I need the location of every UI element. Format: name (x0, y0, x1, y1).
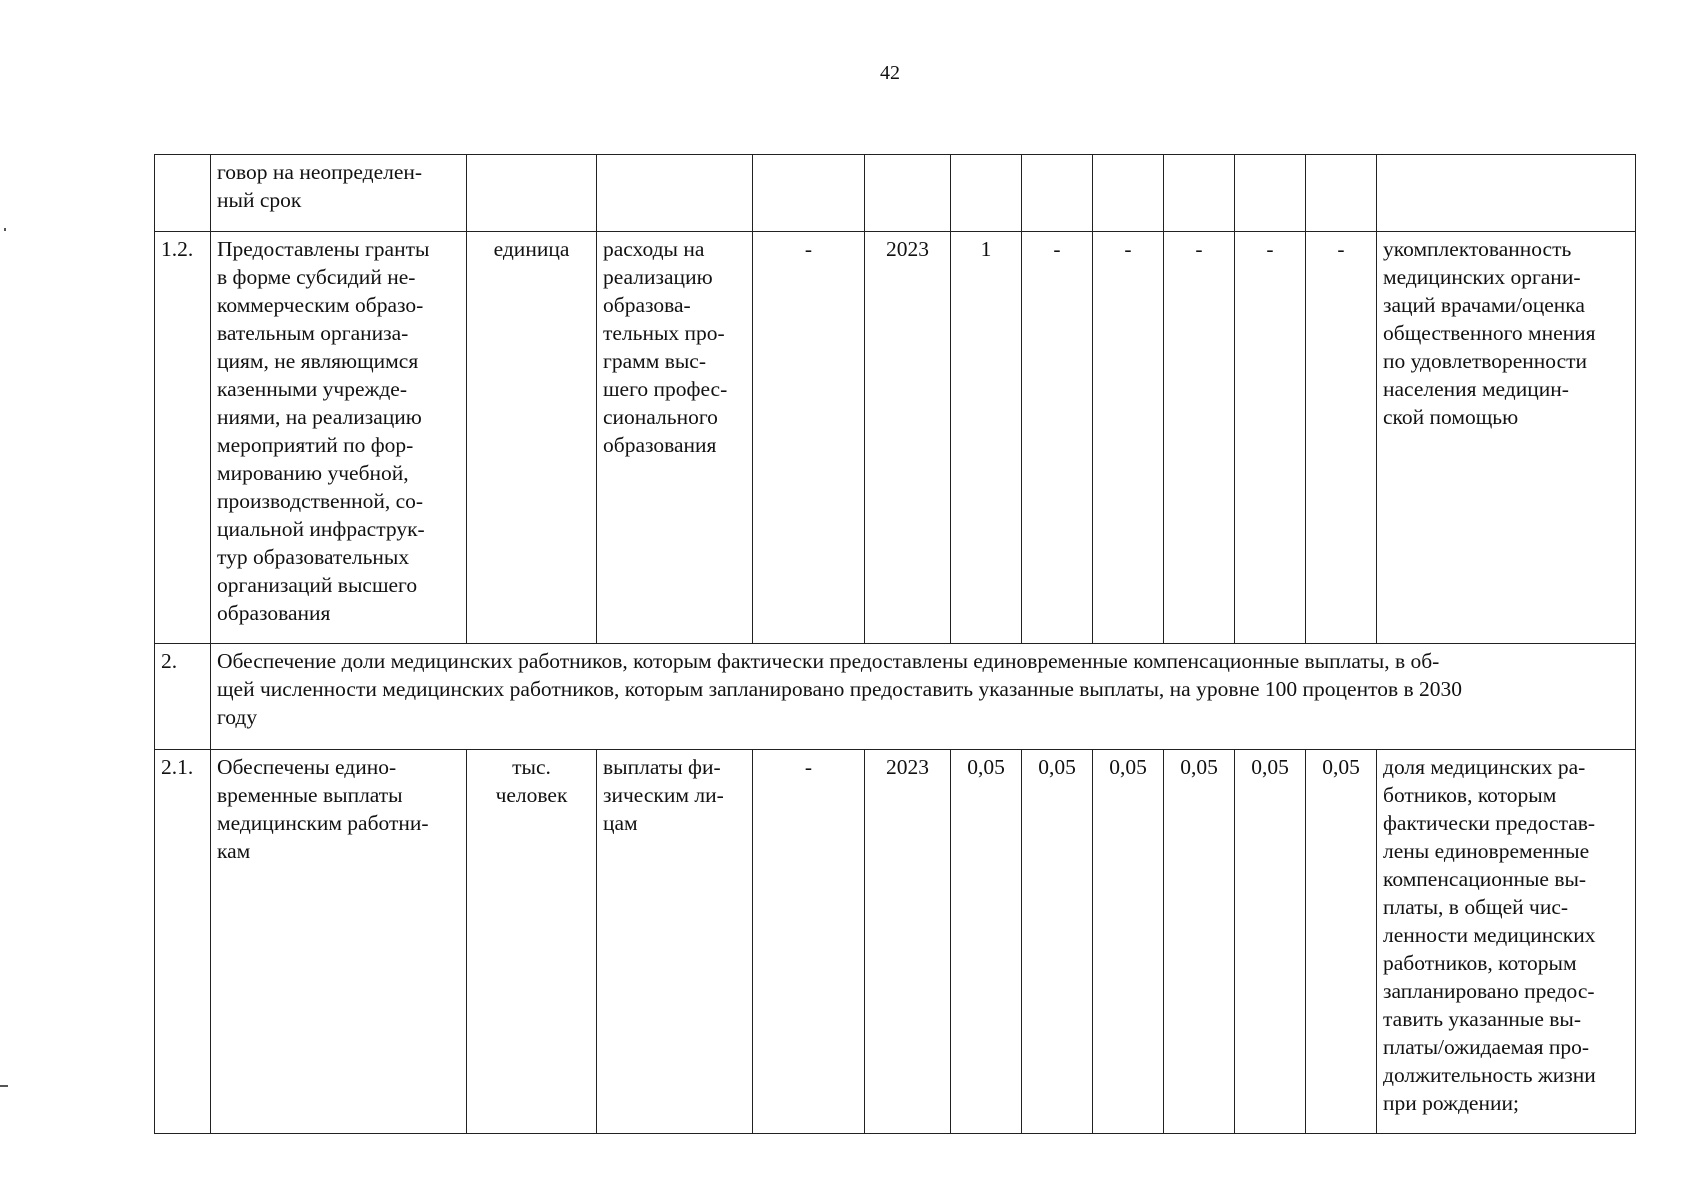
cell-description: Обеспечены едино- временные выплаты медицинским работни- кам (211, 750, 467, 1134)
cell-value (1164, 155, 1235, 232)
cell-value: - (1093, 232, 1164, 644)
cell-value: - (1022, 232, 1093, 644)
table-row-2 (155, 644, 1636, 750)
table-row-continuation (155, 155, 1636, 232)
cell-value: 0,05 (1093, 750, 1164, 1134)
cell-unit: тыс. человек (467, 750, 597, 1134)
cell-year: 2023 (865, 750, 951, 1134)
cell-value (1235, 155, 1306, 232)
cell-base: - (753, 750, 865, 1134)
cell-description: Предоставлены гранты в форме субсидий не- коммерческим образо- вательным организа- циям, не являющимся казенными учрежде- ниями, на реализацию мероприятий по фор- мированию учебной, производственной, со- циальной инфраструк- тур образовательных организаций высшего образования (211, 232, 467, 644)
cell-type: выплаты фи- зическим ли- цам (597, 750, 753, 1134)
cell-value: - (1235, 232, 1306, 644)
cell-num: 2.1. (155, 750, 211, 1134)
cell-value: 0,05 (1235, 750, 1306, 1134)
cell-unit (467, 155, 597, 232)
table-row-2-1 (155, 750, 1636, 1134)
cell-type (597, 155, 753, 232)
cell-base (753, 155, 865, 232)
cell-value (951, 155, 1022, 232)
cell-value: 0,05 (1164, 750, 1235, 1134)
table-row-1-2 (155, 232, 1636, 644)
cell-section-title: Обеспечение доли медицинских работников, которым фактически предоставлены единовременные компенсационные выплаты, в об- щей численности медицинских работников, которым запланировано предоставить указанные выплаты, на уровне 100 процентов в 2030 году (211, 644, 1636, 750)
margin-mark (0, 1085, 8, 1087)
cell-num: 2. (155, 644, 211, 750)
measures-table (154, 154, 1636, 1134)
cell-value (1022, 155, 1093, 232)
cell-num (155, 155, 211, 232)
cell-type: расходы на реализацию образова- тельных про- грамм выс- шего профес- сионального образования (597, 232, 753, 644)
cell-base: - (753, 232, 865, 644)
cell-num: 1.2. (155, 232, 211, 644)
cell-value: 1 (951, 232, 1022, 644)
cell-value: 0,05 (1306, 750, 1377, 1134)
cell-year (865, 155, 951, 232)
cell-value (1306, 155, 1377, 232)
cell-value: 0,05 (951, 750, 1022, 1134)
cell-description: говор на неопределен- ный срок (211, 155, 467, 232)
page-number: 42 (880, 62, 900, 84)
margin-mark (4, 228, 6, 231)
cell-link: доля медицинских ра- ботников, которым фактически предостав- лены единовременные компенсационные вы- платы, в общей чис- ленности медицинских работников, которым запланировано предос- тавить указанные вы- платы/ожидаемая про- должительность жизни при рождении; (1377, 750, 1636, 1134)
cell-year: 2023 (865, 232, 951, 644)
cell-unit: единица (467, 232, 597, 644)
cell-value: - (1164, 232, 1235, 644)
cell-link: укомплектованность медицинских органи- заций врачами/оценка общественного мнения по удовлетворенности населения медицин- ской помощью (1377, 232, 1636, 644)
cell-value: - (1306, 232, 1377, 644)
cell-value: 0,05 (1022, 750, 1093, 1134)
cell-value (1093, 155, 1164, 232)
cell-link (1377, 155, 1636, 232)
